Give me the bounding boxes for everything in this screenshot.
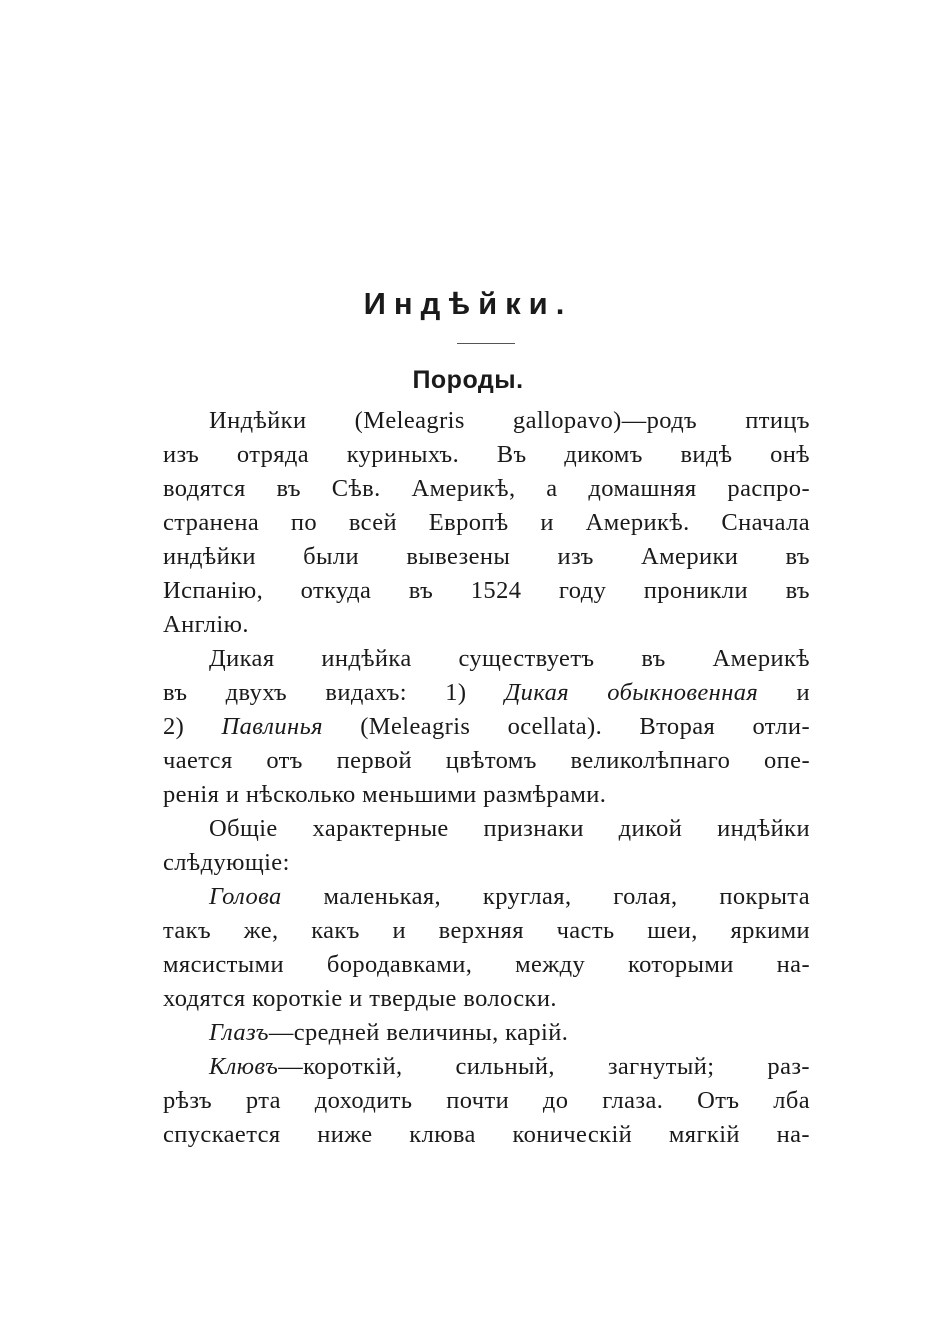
text-line	[163, 608, 810, 642]
text-line	[163, 914, 810, 948]
text-span: —средней величины, карій.	[268, 1019, 569, 1046]
italic-term: Павлинья	[221, 713, 323, 740]
text-line	[163, 948, 810, 982]
text-span: 2)	[163, 713, 222, 740]
text-line	[163, 1016, 810, 1050]
text-line	[163, 1118, 810, 1152]
text-span: рѣзъ рта доходить почти до глаза. Отъ лба	[163, 1087, 810, 1114]
text-line	[163, 846, 810, 880]
body-text	[163, 404, 810, 1152]
text-line	[163, 438, 810, 472]
text-span: маленькая, круглая, голая, покрыта	[281, 883, 810, 910]
text-line	[163, 1084, 810, 1118]
italic-term: Голова	[209, 883, 282, 910]
text-line	[163, 982, 810, 1016]
text-line	[163, 710, 810, 744]
text-line	[163, 506, 810, 540]
text-span: индѣйки были вывезены изъ Америки въ	[163, 543, 810, 570]
text-span: водятся въ Сѣв. Америкѣ, а домашняя распро-	[163, 475, 810, 502]
text-span: и	[758, 679, 810, 706]
text-span: спускается ниже клюва коническій мягкій на-	[163, 1121, 810, 1148]
text-span: ренія и нѣсколько меньшими размѣрами.	[163, 781, 607, 808]
text-span: странена по всей Европѣ и Америкѣ. Сначала	[163, 509, 810, 536]
text-span: Индѣйки (Meleagris gallopavo)—родъ птицъ	[209, 407, 810, 434]
chapter-title: Индѣйки.	[363, 286, 573, 321]
text-line	[163, 404, 810, 438]
text-line	[163, 1050, 810, 1084]
text-span: Дикая индѣйка существуетъ въ Америкѣ	[209, 645, 810, 672]
text-line	[163, 574, 810, 608]
text-line	[163, 540, 810, 574]
text-line	[163, 812, 810, 846]
text-span: ходятся короткіе и твердые волоски.	[163, 985, 557, 1012]
italic-term: Глазъ	[209, 1019, 269, 1046]
text-line	[163, 642, 810, 676]
title-divider	[457, 343, 515, 344]
text-span: слѣдующіе:	[163, 849, 290, 876]
italic-term: Клювъ	[209, 1053, 279, 1080]
text-span: чается отъ первой цвѣтомъ великолѣпнаго опе-	[163, 747, 810, 774]
text-line	[163, 744, 810, 778]
text-span: (Meleagris ocellata). Вторая отли-	[322, 713, 810, 740]
text-line	[163, 880, 810, 914]
text-line	[163, 676, 810, 710]
text-span: Общіе характерные признаки дикой индѣйки	[209, 815, 810, 842]
text-span: —короткій, сильный, загнутый; раз-	[278, 1053, 810, 1080]
text-span: мясистыми бородавками, между которыми на-	[163, 951, 810, 978]
text-span: такъ же, какъ и верхняя часть шеи, яркими	[163, 917, 810, 944]
text-span: Испанію, откуда въ 1524 году проникли въ	[163, 577, 810, 604]
text-span: Англію.	[163, 611, 249, 638]
text-line	[163, 778, 810, 812]
text-span: изъ отряда куриныхъ. Въ дикомъ видѣ онѣ	[163, 441, 810, 468]
text-span: въ двухъ видахъ: 1)	[163, 679, 505, 706]
text-line	[163, 472, 810, 506]
italic-term: Дикая обыкновенная	[504, 679, 759, 706]
section-subtitle: Породы.	[412, 366, 524, 394]
